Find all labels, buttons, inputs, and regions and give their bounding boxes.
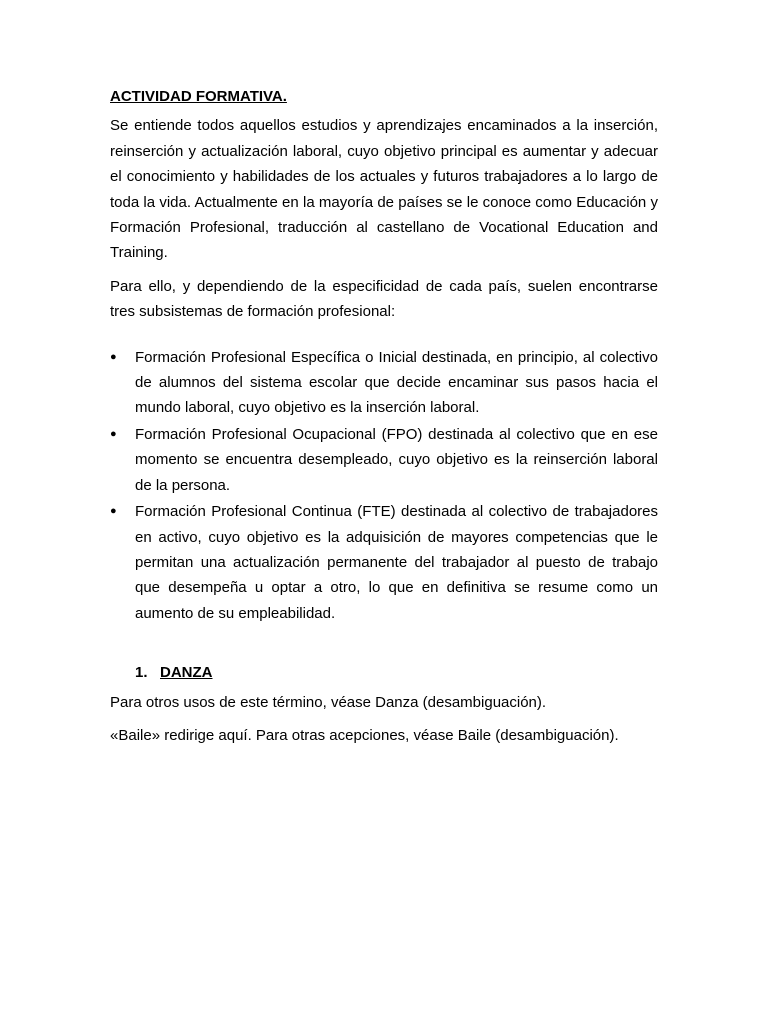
section-label: DANZA [160,664,213,682]
bullet-icon: ● [110,427,117,440]
list-item-text: Formación Profesional Ocupacional (FPO) destinada al colectivo que en ese momento se encuentra desempleado, cuyo objetivo es la reinserción laboral de la persona. [135,425,658,494]
document-heading: ACTIVIDAD FORMATIVA. [110,88,287,105]
paragraph-definition: Se entiende todos aquellos estudios y aprendizajes encaminados a la inserción, reinserción y actualización laboral, cuyo objetivo principal es aumentar y adecuar el conocimiento y habilidades de los actuales y futuros trabajadores a lo largo de toda la vida. Actualmente en la mayoría de países se le conoce como Educación y Formación Profesional, traducción al castellano de Vocational Education and Training. [110,117,658,262]
section-title-danza [110,660,658,685]
paragraph-subsystems-intro: Para ello, y dependiendo de la especificidad de cada país, suelen encontrarse tres subsistemas de formación profesional: [110,277,658,321]
list-item-text: Formación Profesional Específica o Inicial destinada, en principio, al colectivo de alumnos del sistema escolar que decide encaminar sus pasos hacia el mundo laboral, cuyo objetivo es la inserción laboral. [135,348,658,417]
subsystems-list [110,345,658,626]
document-page [110,84,658,756]
disambiguation-note-baile: «Baile» redirige aquí. Para otras acepciones, véase Baile (desambiguación). [110,726,619,744]
list-item-text: Formación Profesional Continua (FTE) destinada al colectivo de trabajadores en activo, cuyo objetivo es la adquisición de mayores competencias que le permitan una actualización permanente del trabajador al puesto de trabajo que desempeña u optar a otro, lo que en definitiva se resume como un aumento de su empleabilidad. [135,503,658,622]
bullet-icon: ● [110,505,117,518]
list-item [110,422,658,498]
bullet-icon: ● [110,350,117,363]
disambiguation-note-danza: Para otros usos de este término, véase Danza (desambiguación). [110,693,547,711]
section-number: 1. [135,664,148,682]
list-item [110,499,658,626]
list-item [110,345,658,421]
